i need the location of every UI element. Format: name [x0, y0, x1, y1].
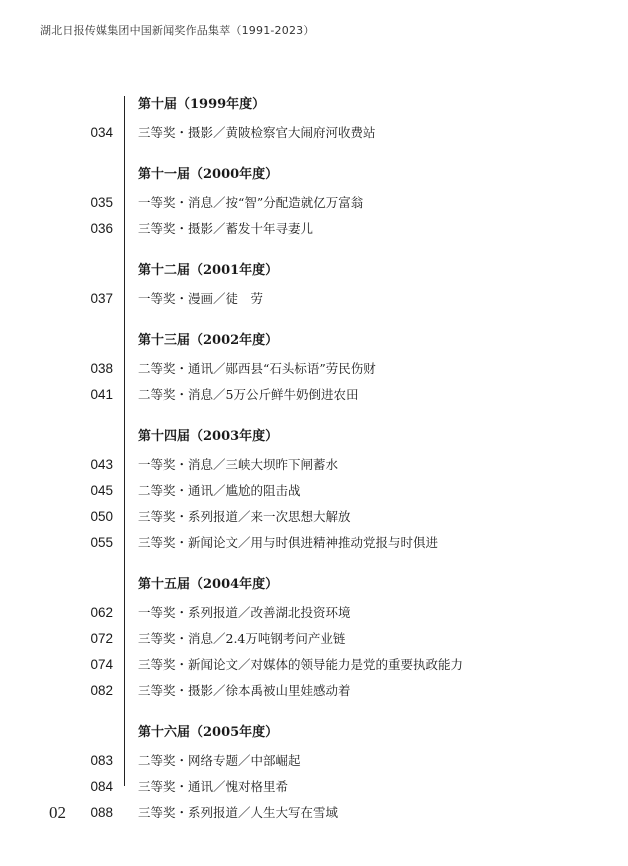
- entry-title: 三等奖・摄影／黄陂检察官大闹府河收费站: [138, 125, 376, 140]
- table-of-contents: [0, 96, 628, 846]
- toc-entry[interactable]: [0, 356, 628, 382]
- toc-entry[interactable]: [0, 748, 628, 774]
- toc-entry[interactable]: [0, 504, 628, 530]
- entry-page-number: 035: [90, 195, 113, 210]
- toc-section: [0, 576, 628, 704]
- entry-page-number: 041: [90, 387, 113, 402]
- entry-title: 三等奖・新闻论文／对媒体的领导能力是党的重要执政能力: [138, 657, 464, 672]
- entry-title: 二等奖・消息／5万公斤鲜牛奶倒进农田: [138, 387, 359, 402]
- entry-title: 一等奖・消息／按“智”分配造就亿万富翁: [138, 195, 364, 210]
- entry-page-number: 082: [90, 683, 113, 698]
- entry-title: 二等奖・通讯／尴尬的阻击战: [138, 483, 301, 498]
- entry-title: 三等奖・系列报道／来一次思想大解放: [138, 509, 351, 524]
- entry-page-number: 084: [90, 779, 113, 794]
- section-title: 第十一届（2000年度）: [138, 167, 279, 182]
- toc-entry[interactable]: [0, 678, 628, 704]
- entry-page-number: 037: [90, 291, 113, 306]
- section-title: 第十二届（2001年度）: [138, 263, 279, 278]
- entry-page-number: 088: [90, 805, 113, 820]
- toc-entry[interactable]: [0, 120, 628, 146]
- toc-entry[interactable]: [0, 478, 628, 504]
- toc-entry[interactable]: [0, 652, 628, 678]
- toc-section: [0, 262, 628, 312]
- toc-entry[interactable]: [0, 286, 628, 312]
- running-header: 湖北日报传媒集团中国新闻奖作品集萃（1991-2023）: [40, 24, 315, 37]
- entry-title: 三等奖・摄影／徐本禹被山里娃感动着: [138, 683, 351, 698]
- toc-section: [0, 724, 628, 826]
- entry-page-number: 034: [90, 125, 113, 140]
- toc-entry[interactable]: [0, 600, 628, 626]
- entry-page-number: 050: [90, 509, 113, 524]
- entry-title: 一等奖・消息／三峡大坝昨下闸蓄水: [138, 457, 339, 472]
- toc-section: [0, 332, 628, 408]
- section-title: 第十三届（2002年度）: [138, 333, 279, 348]
- toc-entry[interactable]: [0, 452, 628, 478]
- entry-title: 二等奖・通讯／郧西县“石头标语”劳民伤财: [138, 361, 376, 376]
- toc-entry[interactable]: [0, 800, 628, 826]
- toc-entry[interactable]: [0, 626, 628, 652]
- section-title: 第十五届（2004年度）: [138, 577, 279, 592]
- entry-title: 一等奖・系列报道／改善湖北投资环境: [138, 605, 351, 620]
- entry-page-number: 062: [90, 605, 113, 620]
- toc-entry[interactable]: [0, 190, 628, 216]
- entry-title: 三等奖・新闻论文／用与时俱进精神推动党报与时俱进: [138, 535, 439, 550]
- entry-title: 三等奖・通讯／愧对格里希: [138, 779, 289, 794]
- entry-page-number: 074: [90, 657, 113, 672]
- section-title: 第十届（1999年度）: [138, 97, 266, 112]
- entry-page-number: 043: [90, 457, 113, 472]
- entry-title: 三等奖・系列报道／人生大写在雪域: [138, 805, 339, 820]
- entry-page-number: 055: [90, 535, 113, 550]
- toc-section: [0, 96, 628, 146]
- entry-title: 三等奖・消息／2.4万吨钢考问产业链: [138, 631, 346, 646]
- entry-title: 一等奖・漫画／徒 劳: [138, 291, 264, 306]
- toc-entry[interactable]: [0, 216, 628, 242]
- entry-title: 二等奖・网络专题／中部崛起: [138, 753, 301, 768]
- page-number: 02: [49, 803, 66, 822]
- entry-page-number: 072: [90, 631, 113, 646]
- entry-page-number: 038: [90, 361, 113, 376]
- toc-entry[interactable]: [0, 530, 628, 556]
- toc-section: [0, 166, 628, 242]
- toc-entry[interactable]: [0, 774, 628, 800]
- entry-title: 三等奖・摄影／蓄发十年寻妻儿: [138, 221, 314, 236]
- entry-page-number: 083: [90, 753, 113, 768]
- toc-entry[interactable]: [0, 382, 628, 408]
- section-title: 第十六届（2005年度）: [138, 725, 279, 740]
- toc-section: [0, 428, 628, 556]
- section-title: 第十四届（2003年度）: [138, 429, 279, 444]
- entry-page-number: 045: [90, 483, 113, 498]
- entry-page-number: 036: [90, 221, 113, 236]
